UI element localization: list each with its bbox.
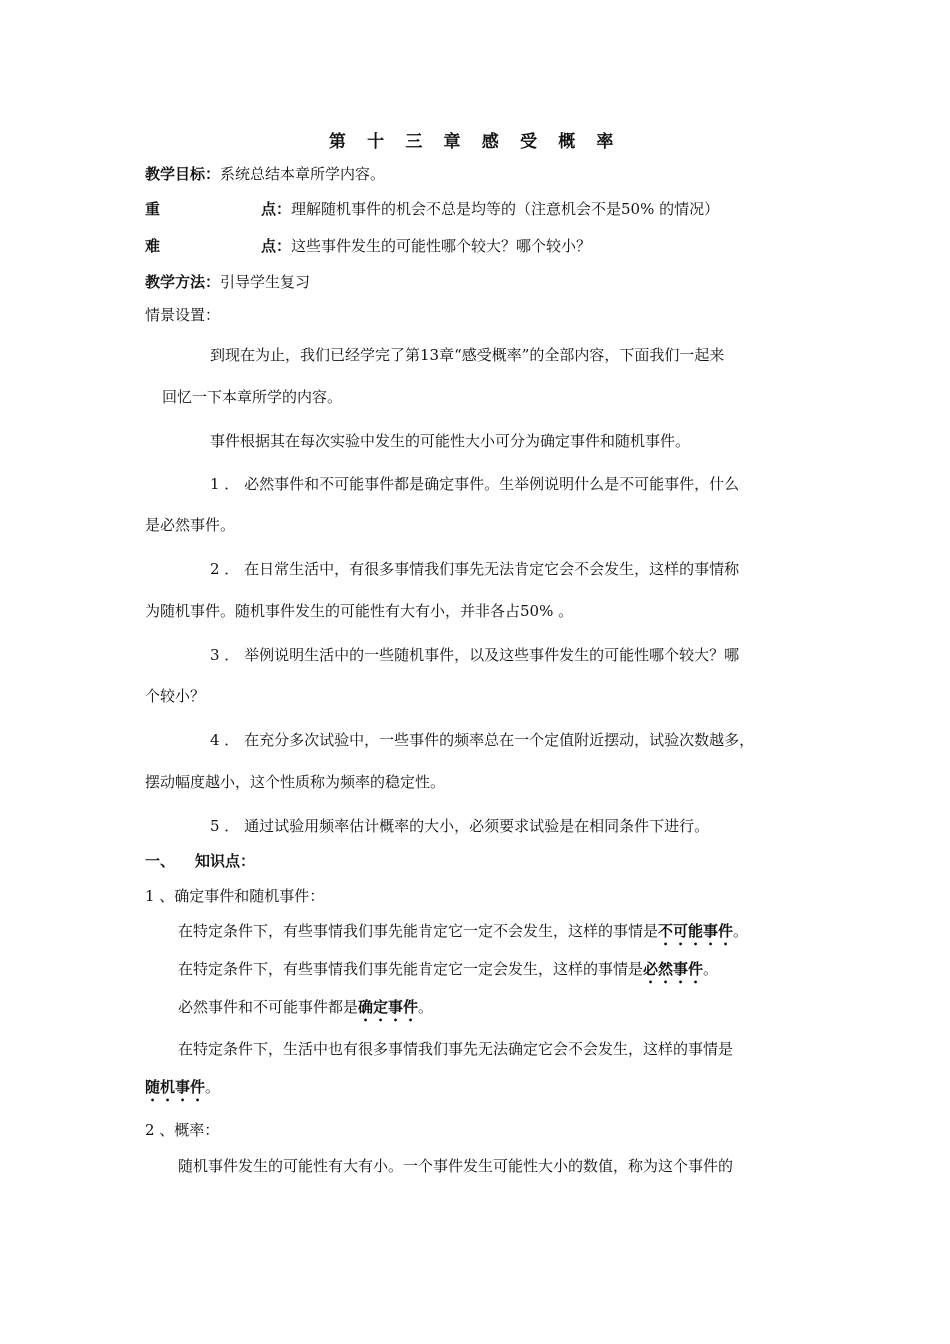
intro-p1-line1: 到现在为止，我们已经学完了第13章“感受概率”的全部内容，下面我们一起来 (210, 346, 725, 364)
term-impossible-event: 不可能事件 (658, 922, 734, 940)
def-impossible-text: 在特定条件下，有些事情我们事先能肯定它一定不会发生，这样的事情是 (178, 922, 659, 940)
item3-line1: 3 ． 举例说明生活中的一些随机事件，以及这些事件发生的可能性哪个较大？哪 (210, 646, 740, 664)
item4-line1: 4 ． 在充分多次试验中，一些事件的频率总在一个定值附近摆动，试验次数越多， (210, 731, 755, 749)
scene-label: 情景设置： (145, 306, 221, 324)
period-1: 。 (733, 922, 749, 940)
item2-line2: 为随机事件。随机事件发生的可能性有大有小，并非各占50% 。 (145, 602, 574, 620)
def-determined (178, 997, 433, 1025)
subsection-1: 1 、确定事件和随机事件： (145, 887, 325, 905)
key-text: 理解随机事件的机会不总是均等的（注意机会不是50% 的情况） (291, 200, 720, 218)
item3-line2: 个较小？ (145, 687, 206, 705)
item1-line1: 1 ． 必然事件和不可能事件都是确定事件。生举例说明什么是不可能事件，什么 (210, 475, 740, 493)
item5: 5 ． 通过试验用频率估计概率的大小，必须要求试验是在相同条件下进行。 (210, 817, 710, 835)
key-label-b: 点： (261, 200, 292, 218)
intro-p2: 事件根据其在每次实验中发生的可能性大小可分为确定事件和随机事件。 (210, 432, 691, 450)
page-title: 第 十 三 章 感 受 概 率 (328, 132, 622, 152)
section-title: 知识点： (195, 852, 256, 870)
def-random-line1: 在特定条件下，生活中也有很多事情我们事先无法确定它会不会发生，这样的事情是 (178, 1040, 734, 1058)
intro-p1-line2: 回忆一下本章所学的内容。 (162, 388, 343, 406)
term-certain-event: 必然事件 (643, 960, 704, 978)
section-heading (145, 851, 255, 871)
def-certain-text: 在特定条件下，有些事情我们事先能肯定它一定会发生，这样的事情是 (178, 960, 644, 978)
term-determined-event: 确定事件 (358, 998, 419, 1016)
def-impossible (178, 921, 748, 949)
diff-label-b: 点： (261, 237, 292, 255)
key-point-row (145, 199, 719, 219)
def-determined-text: 必然事件和不可能事件都是 (178, 998, 359, 1016)
item1-line2: 是必然事件。 (145, 516, 236, 534)
goal-label: 教学目标： (145, 165, 221, 183)
diff-text: 这些事件发生的可能性哪个较大？哪个较小？ (291, 237, 592, 255)
period-4: 。 (205, 1078, 221, 1096)
item4-line2: 摆动幅度越小，这个性质称为频率的稳定性。 (145, 773, 446, 791)
term-random-event: 随机事件 (145, 1078, 206, 1096)
def-random-line2 (145, 1077, 220, 1105)
method-label: 教学方法： (145, 273, 221, 291)
method-text: 引导学生复习 (220, 273, 311, 291)
probability-line1: 随机事件发生的可能性有大有小。一个事件发生可能性大小的数值，称为这个事件的 (178, 1157, 734, 1175)
def-certain (178, 959, 718, 987)
key-label-a: 重 (145, 200, 161, 218)
section-number: 一、 (145, 852, 176, 870)
period-2: 。 (703, 960, 719, 978)
difficulty-row (145, 236, 591, 256)
subsection-2: 2 、概率： (145, 1121, 220, 1139)
method-row (145, 272, 310, 292)
goal-text: 系统总结本章所学内容。 (220, 165, 386, 183)
period-3: 。 (418, 998, 434, 1016)
diff-label-a: 难 (145, 237, 161, 255)
goal-row (145, 164, 385, 184)
item2-line1: 2 ． 在日常生活中，有很多事情我们事先无法肯定它会不会发生，这样的事情称 (210, 560, 740, 578)
